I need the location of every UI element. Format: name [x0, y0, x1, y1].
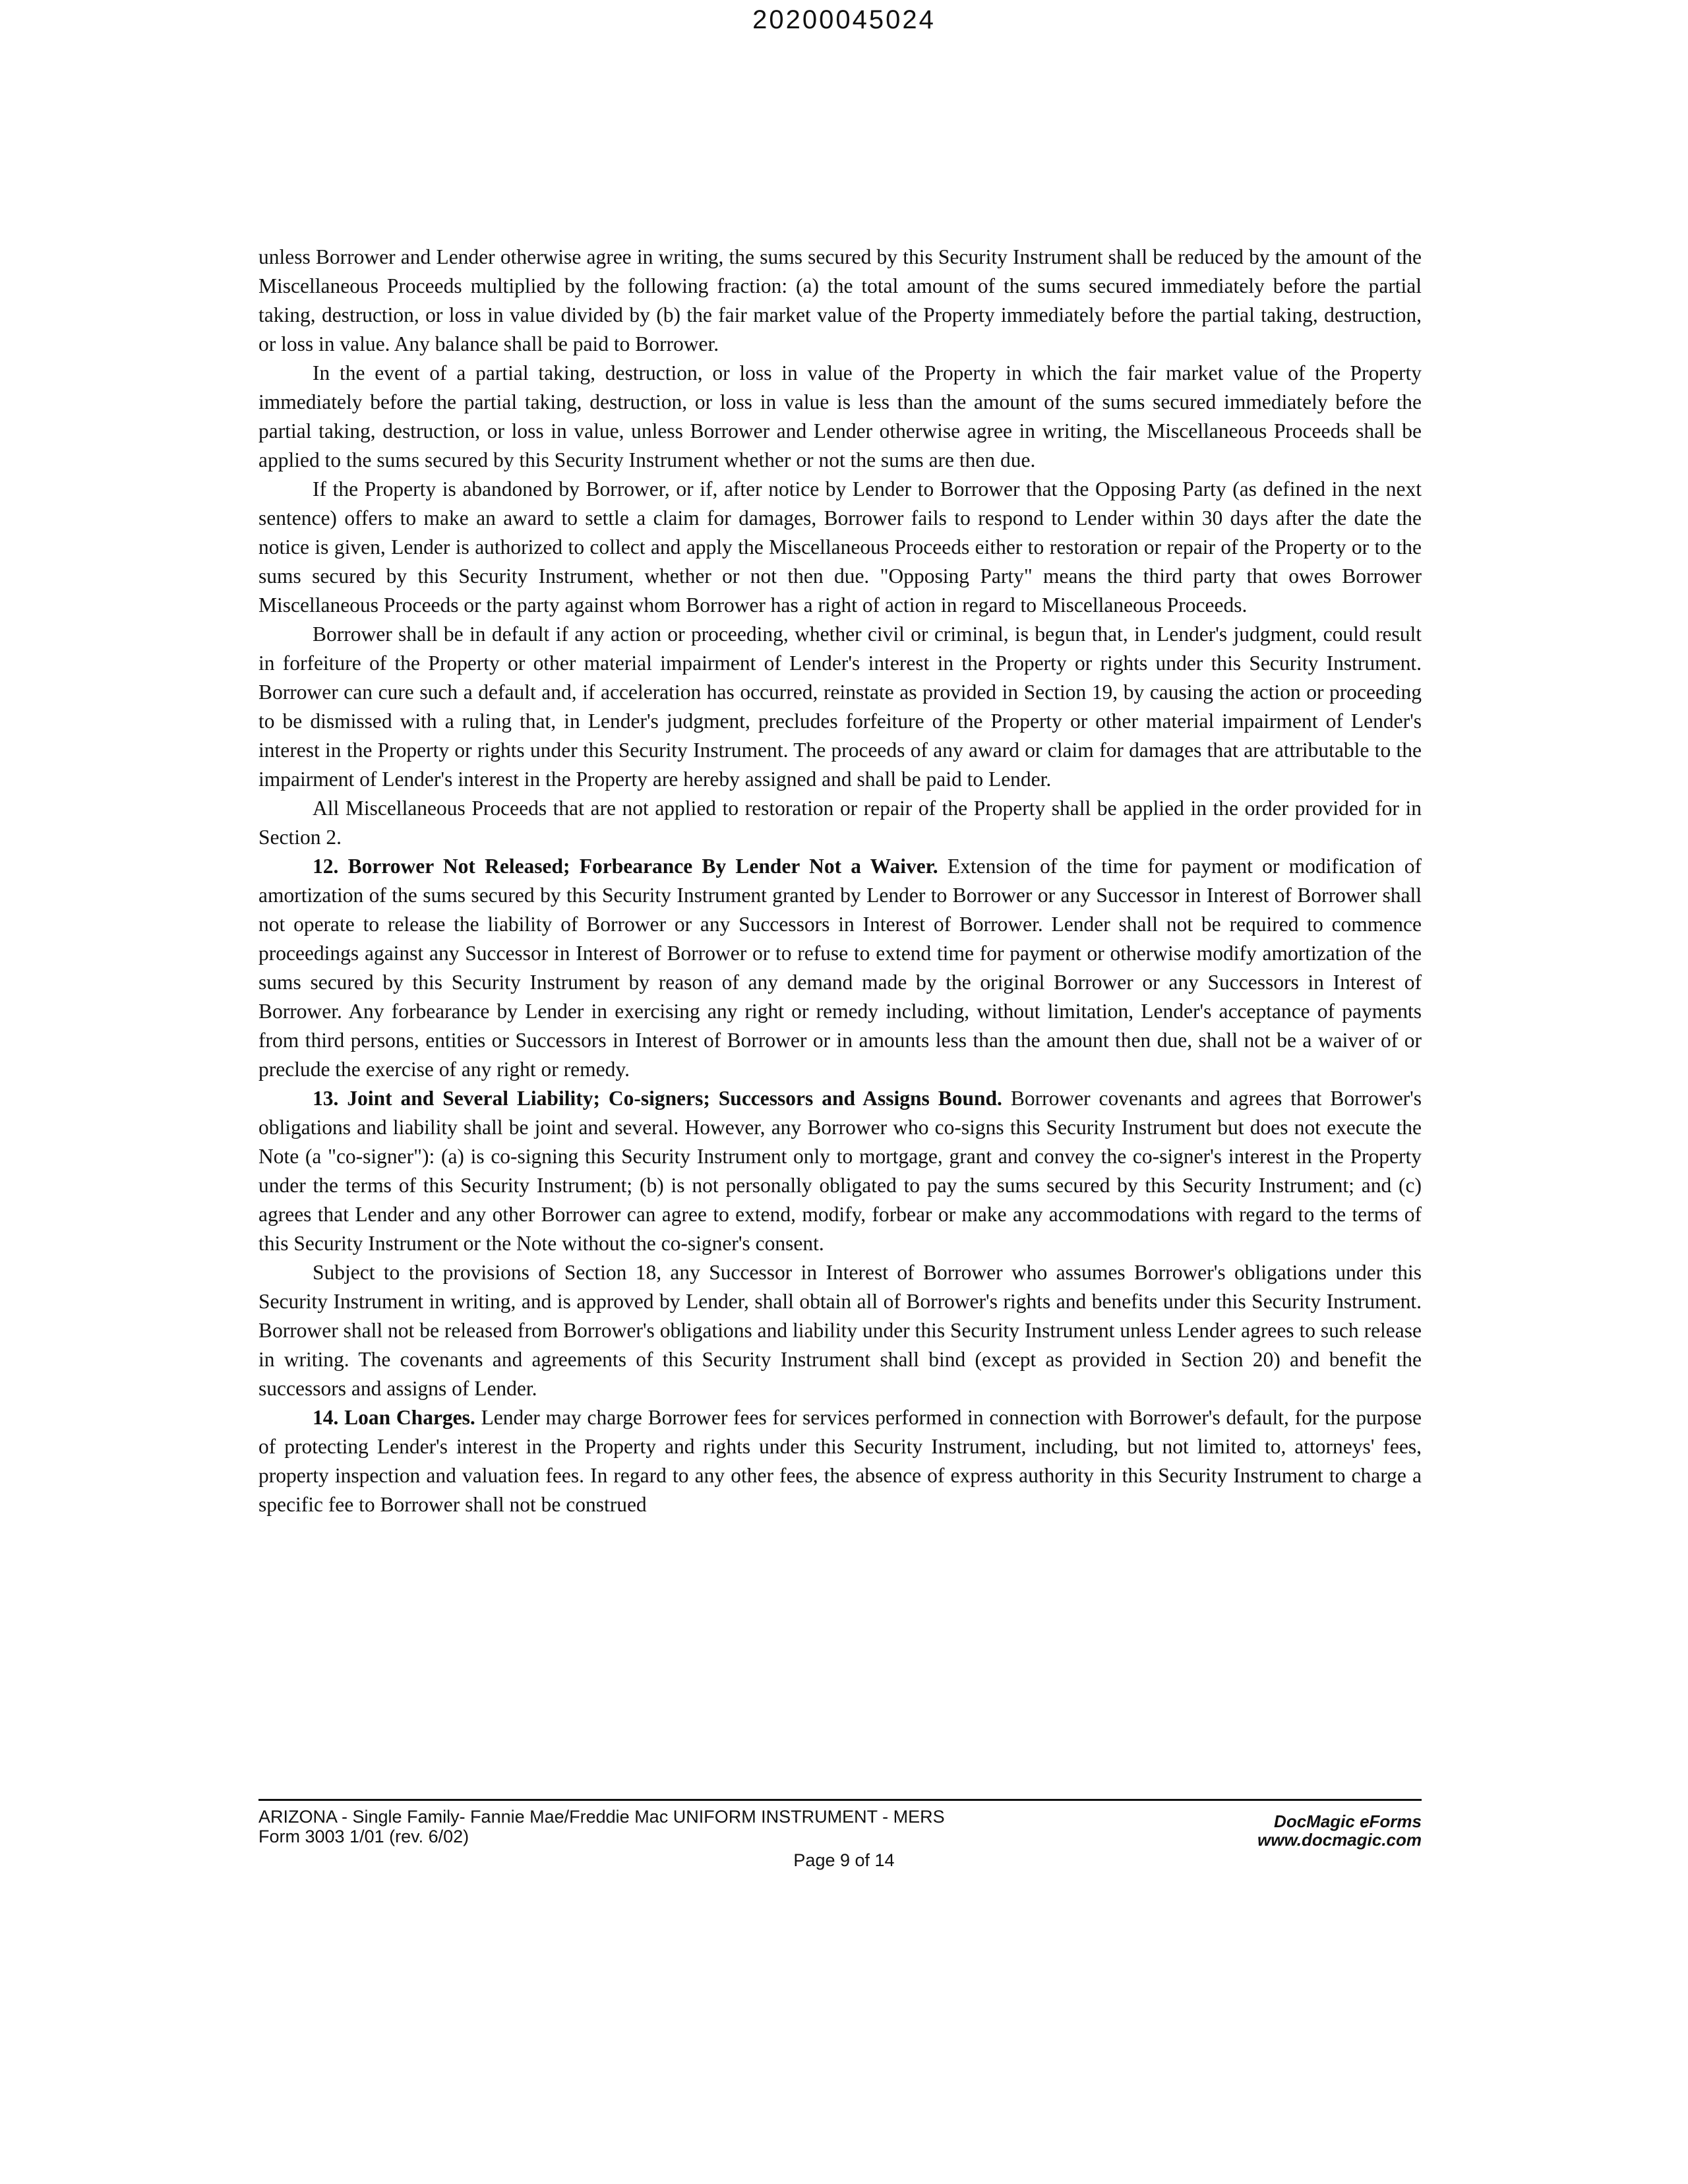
- brand-website: www.docmagic.com: [1257, 1830, 1422, 1850]
- paragraph-text: In the event of a partial taking, destruction, or loss in value of the Property in which the fair market value of the Property immediately before the partial taking, destruction, or loss in value is less than the amount of the sums secured immediately before the partial taking, destruction, or loss in value, unless Borrower and Lender otherwise agree in writing, the Miscellaneous Proceeds shall be applied to the sums secured by this Security Instrument whether or not the sums are then due.: [258, 361, 1422, 471]
- section-heading: Borrower Not Released; Forbearance By Lender Not a Waiver.: [347, 855, 938, 878]
- paragraph: [258, 794, 1422, 852]
- brand-name: DocMagic eForms: [1274, 1811, 1422, 1831]
- section-number: 13.: [313, 1087, 339, 1110]
- section-heading: Loan Charges.: [344, 1406, 475, 1429]
- paragraph-text: Borrower shall be in default if any action or proceeding, whether civil or criminal, is begun that, in Lender's judgment, could result in forfeiture of the Property or other material impairment of Lender's interest in the Property or rights under this Security Instrument. Borrower can cure such a default and, if acceleration has occurred, reinstate as provided in Section 19, by causing the action or proceeding to be dismissed with a ruling that, in Lender's judgment, precludes forfeiture of the Property or other material impairment of Lender's interest in the Property or rights under this Security Instrument. The proceeds of any award or claim for damages that are attributable to the impairment of Lender's interest in the Property are hereby assigned and shall be paid to Lender.: [258, 622, 1422, 791]
- paragraph-text: Subject to the provisions of Section 18, any Successor in Interest of Borrower who assumes Borrower's obligations under this Security Instrument in writing, and is approved by Lender, shall obtain all of Borrower's rights and benefits under this Security Instrument. Borrower shall not be released from Borrower's obligations and liability under this Security Instrument unless Lender agrees to such release in writing. The covenants and agreements of this Security Instrument shall bind (except as provided in Section 20) and benefit the successors and assigns of Lender.: [258, 1261, 1422, 1400]
- document-number: 20200045024: [752, 5, 936, 34]
- paragraph-text: Lender may charge Borrower fees for services performed in connection with Borrower's default, for the purpose of protecting Lender's interest in the Property and rights under this Security Instrument, including, but not limited to, attorneys' fees, property inspection and valuation fees. In regard to any other fees, the absence of express authority in this Security Instrument to charge a specific fee to Borrower shall not be construed: [258, 1406, 1422, 1516]
- paragraph: [258, 359, 1422, 475]
- document-body: [258, 243, 1422, 1519]
- section-number: 12.: [313, 855, 339, 878]
- paragraph-text: Extension of the time for payment or modification of amortization of the sums secured by this Security Instrument granted by Lender to Borrower or any Successor in Interest of Borrower shall not operate to release the liability of Borrower or any Successors in Interest of Borrower. Lender shall not be required to commence proceedings against any Successor in Interest of Borrower or to refuse to extend time for payment or otherwise modify amortization of the sums secured by this Security Instrument by reason of any demand made by the original Borrower or any Successors in Interest of Borrower. Any forbearance by Lender in exercising any right or remedy including, without limitation, Lender's acceptance of payments from third persons, entities or Successors in Interest of Borrower or in amounts less than the amount then due, shall not be a waiver of or preclude the exercise of any right or remedy.: [258, 855, 1422, 1081]
- form-identifier: [258, 1807, 945, 1846]
- paragraph-text: If the Property is abandoned by Borrower, or if, after notice by Lender to Borrower that the Opposing Party (as defined in the next sentence) offers to make an award to settle a claim for damages, Borrower fails to respond to Lender within 30 days after the date the notice is given, Lender is authorized to collect and apply the Miscellaneous Proceeds either to restoration or repair of the Property or to the sums secured by this Security Instrument, whether or not then due. "Opposing Party" means the third party that owes Borrower Miscellaneous Proceeds or the party against whom Borrower has a right of action in regard to Miscellaneous Proceeds.: [258, 477, 1422, 617]
- page-number: Page 9 of 14: [793, 1850, 895, 1870]
- section-12: [258, 852, 1422, 1084]
- footer-divider: [258, 1799, 1422, 1801]
- paragraph-text: All Miscellaneous Proceeds that are not applied to restoration or repair of the Property shall be applied in the order provided for in Section 2.: [258, 797, 1422, 849]
- form-number: Form 3003 1/01 (rev. 6/02): [258, 1827, 469, 1846]
- paragraph-text: Borrower covenants and agrees that Borrower's obligations and liability shall be joint and several. However, any Borrower who co-signs this Security Instrument but does not execute the Note (a "co-signer"): (a) is co-signing this Security Instrument only to mortgage, grant and convey the co-signer's interest in the Property under the terms of this Security Instrument; (b) is not personally obligated to pay the sums secured by this Security Instrument; and (c) agrees that Lender and any other Borrower can agree to extend, modify, forbear or make any accommodations with regard to the terms of this Security Instrument or the Note without the co-signer's consent.: [258, 1087, 1422, 1255]
- paragraph: [258, 475, 1422, 620]
- paragraph: [258, 1258, 1422, 1403]
- section-13: [258, 1084, 1422, 1258]
- section-heading: Joint and Several Liability; Co-signers; Successors and Assigns Bound.: [347, 1087, 1002, 1110]
- section-14: [258, 1403, 1422, 1519]
- paragraph: [258, 243, 1422, 359]
- paragraph-text: unless Borrower and Lender otherwise agree in writing, the sums secured by this Security Instrument shall be reduced by the amount of the Miscellaneous Proceeds multiplied by the following fraction: (a) the total amount of the sums secured immediately before the partial taking, destruction, or loss in value divided by (b) the fair market value of the Property immediately before the partial taking, destruction, or loss in value. Any balance shall be paid to Borrower.: [258, 245, 1422, 355]
- docmagic-logo: [1219, 1812, 1422, 1849]
- form-title: ARIZONA - Single Family- Fannie Mae/Freddie Mac UNIFORM INSTRUMENT - MERS: [258, 1807, 945, 1827]
- paragraph: [258, 620, 1422, 794]
- section-number: 14.: [313, 1406, 339, 1429]
